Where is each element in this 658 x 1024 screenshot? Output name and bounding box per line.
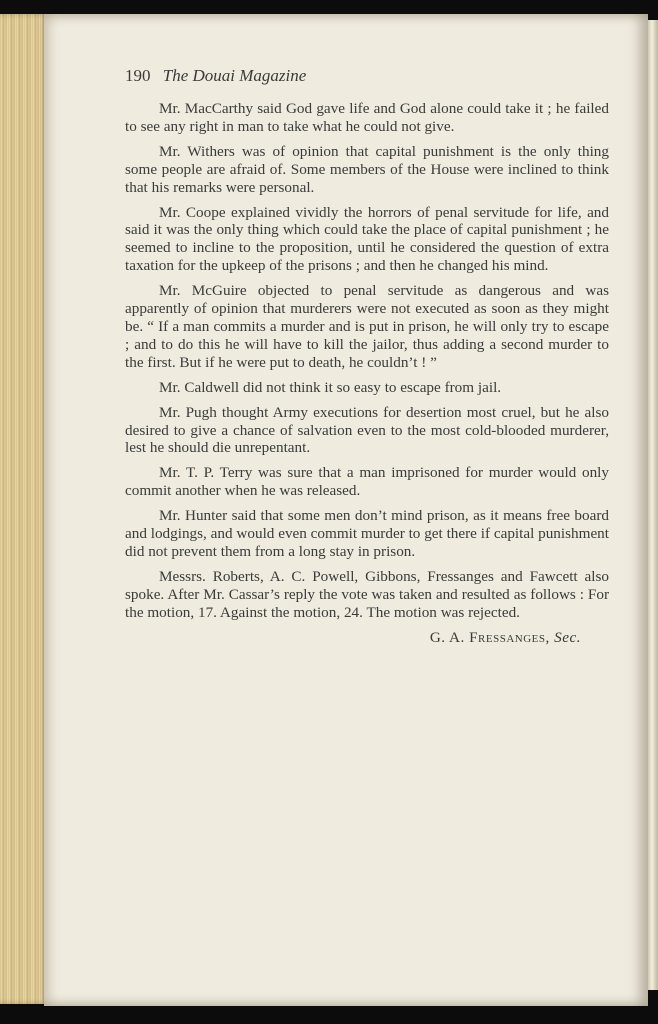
paragraph: Mr. MacCarthy said God gave life and God alone could take it ; he failed to see any right in man to take what he could not give. bbox=[125, 100, 609, 135]
magazine-title: The Douai Magazine bbox=[162, 66, 307, 85]
signature-name: G. A. Fressanges, bbox=[429, 628, 550, 646]
paragraph: Mr. Hunter said that some men don’t mind prison, as it means free board and lodgings, and would even commit murder to get there if capital punishment did not prevent them from a long stay in prison. bbox=[125, 507, 609, 560]
page-number: 190 bbox=[125, 66, 151, 85]
paragraph: Mr. Coope explained vividly the horrors of penal servitude for life, and said it was the only thing which could take the place of capital punishment ; he seemed to incline to the proposition, until he considered the question of extra taxation for the upkeep of the prisons ; and then he changed his mind. bbox=[125, 203, 609, 275]
paragraph: Messrs. Roberts, A. C. Powell, Gibbons, Fressanges and Fawcett also spoke. After Mr. Cassar’s reply the vote was taken and resulted as follows : For the motion, 17. Against the motion, 24. The motion was rejected. bbox=[125, 567, 609, 621]
signature-role: Sec. bbox=[554, 628, 581, 646]
paragraph: Mr. McGuire objected to penal servitude as dangerous and was apparently of opinion that murderers were not executed as soon as they might be. “ If a man commits a murder and is put in prison, he will only try to escape ; and to do this he will have to kill the jailor, thus adding a second murder to the first. But if he were put to death, he couldn’t ! ” bbox=[125, 282, 609, 371]
body-text bbox=[125, 100, 609, 646]
paragraph: Mr. T. P. Terry was sure that a man imprisoned for murder would only commit another when he was released. bbox=[125, 464, 609, 500]
paragraph: Mr. Caldwell did not think it so easy to escape from jail. bbox=[159, 378, 502, 396]
book-cover-edge bbox=[648, 20, 658, 990]
signature bbox=[125, 629, 609, 647]
paragraph: Mr. Pugh thought Army executions for desertion most cruel, but he also desired to give a chance of salvation even to the most cold-blooded murderer, lest he should die unrepentant. bbox=[125, 403, 609, 457]
paragraph: Mr. Withers was of opinion that capital punishment is the only thing some people are afraid of. Some members of the House were inclined to think that his remarks were personal. bbox=[125, 142, 609, 196]
running-head bbox=[125, 66, 306, 86]
page-edges bbox=[0, 14, 48, 1004]
